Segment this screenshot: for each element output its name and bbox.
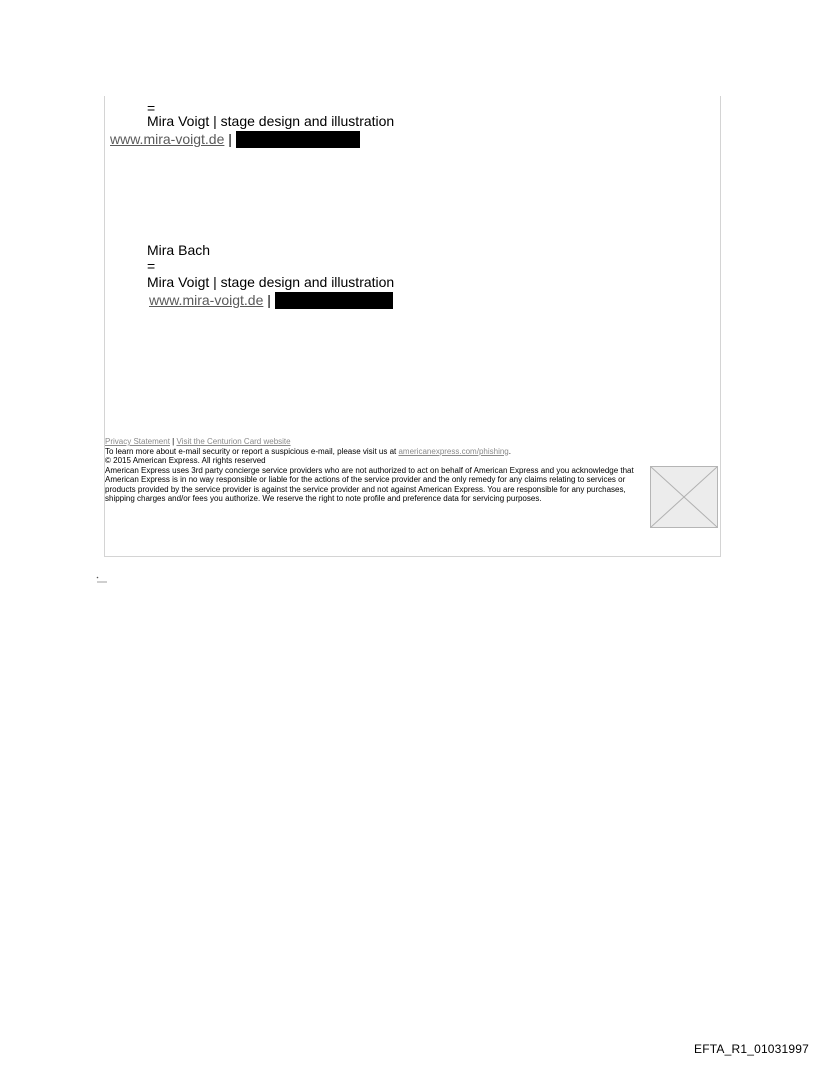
signature-1-website-link[interactable]: www.mira-voigt.de <box>110 131 225 147</box>
broken-image-icon <box>650 466 718 528</box>
signature-2-website-line <box>149 292 393 309</box>
footer-link-separator: | <box>172 437 175 446</box>
signature-2-pipe: | <box>267 292 271 308</box>
amex-footer <box>105 437 650 504</box>
bates-number: EFTA_R1_01031997 <box>694 1042 810 1056</box>
security-notice <box>105 447 650 457</box>
disclaimer-text: American Express uses 3rd party concierge service providers who are not authorized to act on behalf of American Express and you acknowledge that American Express is in no way responsible or liable for the actions of the service provider and the only remedy for any claims relating to services or products provided by the service provider is against the service provider and not against American Express. You are responsible for any purchases, shipping charges and/or fees you authorize. We reserve the right to note profile and preference data for servicing purposes. <box>105 465 634 503</box>
scan-artifact <box>96 571 108 579</box>
signature-2-name: Mira Bach <box>147 242 211 258</box>
signature-2-title: Mira Voigt | stage design and illustration <box>147 274 395 290</box>
footer-links-line <box>105 437 650 447</box>
redaction-box <box>236 131 360 148</box>
security-notice-text: To learn more about e-mail security or report a suspicious e-mail, please visit us at <box>105 446 397 456</box>
signature-1-separator: = <box>147 100 156 116</box>
copyright-text: © 2015 American Express. All rights reserved <box>105 456 266 465</box>
signature-1-title: Mira Voigt | stage design and illustration <box>147 113 395 129</box>
signature-1-pipe: | <box>228 131 232 147</box>
signature-2-separator: = <box>147 258 156 274</box>
redaction-box <box>275 292 393 309</box>
signature-2-website-link[interactable]: www.mira-voigt.de <box>149 292 264 308</box>
security-notice-end: . <box>508 446 511 456</box>
privacy-statement-link[interactable]: Privacy Statement <box>105 437 170 446</box>
signature-1-website-line <box>110 131 360 148</box>
centurion-card-link[interactable]: Visit the Centurion Card website <box>176 437 291 446</box>
phishing-link[interactable]: americanexpress.com/phishing <box>398 446 509 456</box>
